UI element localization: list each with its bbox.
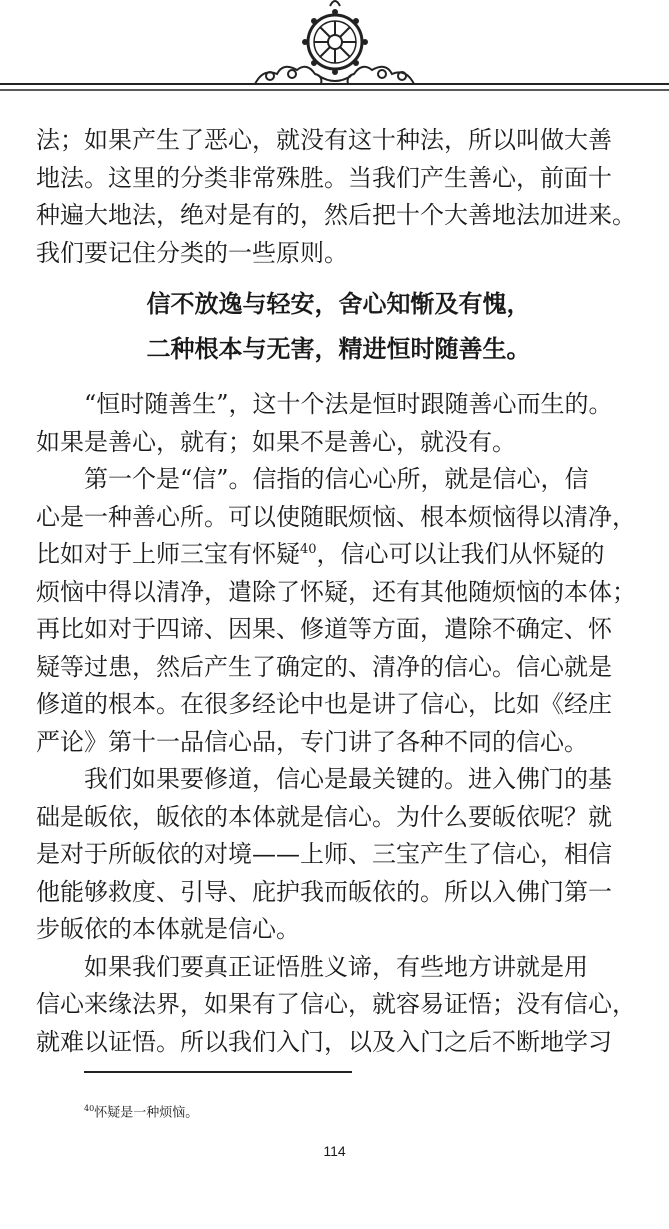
text-line: 他能够救度、引导、庇护我而皈依的。所以入佛门第一 xyxy=(36,877,612,906)
text-line: 如果是善心，就有；如果不是善心，就没有。 xyxy=(36,427,516,456)
text-line: 心是一种善心所。可以使随眠烦恼、根本烦恼得以清净， xyxy=(36,502,636,531)
verse-line: 信不放逸与轻安，舍心知惭及有愧， xyxy=(146,290,531,318)
footnote-divider xyxy=(84,1071,352,1073)
footnote-text: 怀疑是一种烦恼。 xyxy=(94,1105,199,1121)
verse-line: 二种根本与无害，精进恒时随善生。 xyxy=(146,335,531,363)
dharma-wheel-icon xyxy=(0,0,669,110)
text-line: 就难以证悟。所以我们入门，以及入门之后不断地学习 xyxy=(36,1027,612,1056)
text-line: 地法。这里的分类非常殊胜。当我们产生善心，前面十 xyxy=(36,163,612,192)
text-line xyxy=(36,536,641,574)
text-line: 础是皈依，皈依的本体就是信心。为什么要皈依呢？就 xyxy=(36,802,612,831)
text-line: 种遍大地法，绝对是有的，然后把十个大善地法加进来。 xyxy=(36,201,636,229)
text-line: 如果我们要真正证悟胜义谛，有些地方讲就是用 xyxy=(84,952,588,981)
footnote-ref: 40 xyxy=(300,542,317,557)
text-segment: ，信心可以让我们从怀疑的 xyxy=(316,540,605,568)
text-line: 疑等过患，然后产生了确定的、清净的信心。信心就是 xyxy=(36,652,612,681)
text-line: “恒时随善生”，这十个法是恒时跟随善心而生的。 xyxy=(84,390,613,418)
page-number: 114 xyxy=(323,1143,346,1159)
text-line: 是对于所皈依的对境——上师、三宝产生了信心，相信 xyxy=(36,840,612,868)
text-line: 第一个是“信”。信指的信心心所，就是信心，信 xyxy=(84,465,589,493)
text-line: 步皈依的本体就是信心。 xyxy=(36,915,300,943)
text-line: 信心来缘法界，如果有了信心，就容易证悟；没有信心， xyxy=(36,990,636,1018)
page-header-ornament xyxy=(0,0,669,110)
text-line: 再比如对于四谛、因果、修道等方面，遣除不确定、怀 xyxy=(36,615,612,643)
text-line: 修道的根本。在很多经论中也是讲了信心，比如《经庄 xyxy=(36,690,612,718)
text-line: 烦恼中得以清净，遣除了怀疑，还有其他随烦恼的本体； xyxy=(36,577,636,606)
page-body xyxy=(36,122,641,1061)
text-line: 严论》第十一品信心品，专门讲了各种不同的信心。 xyxy=(36,727,588,756)
text-line: 法；如果产生了恶心，就没有这十种法，所以叫做大善 xyxy=(36,126,612,154)
text-line: 我们如果要修道，信心是最关键的。进入佛门的基 xyxy=(84,765,612,793)
text-segment: 比如对于上师三宝有怀疑 xyxy=(36,540,300,568)
text-line: 我们要记住分类的一些原则。 xyxy=(36,238,348,267)
footnote-number: 40 xyxy=(84,1104,95,1113)
footnote xyxy=(84,1100,198,1122)
